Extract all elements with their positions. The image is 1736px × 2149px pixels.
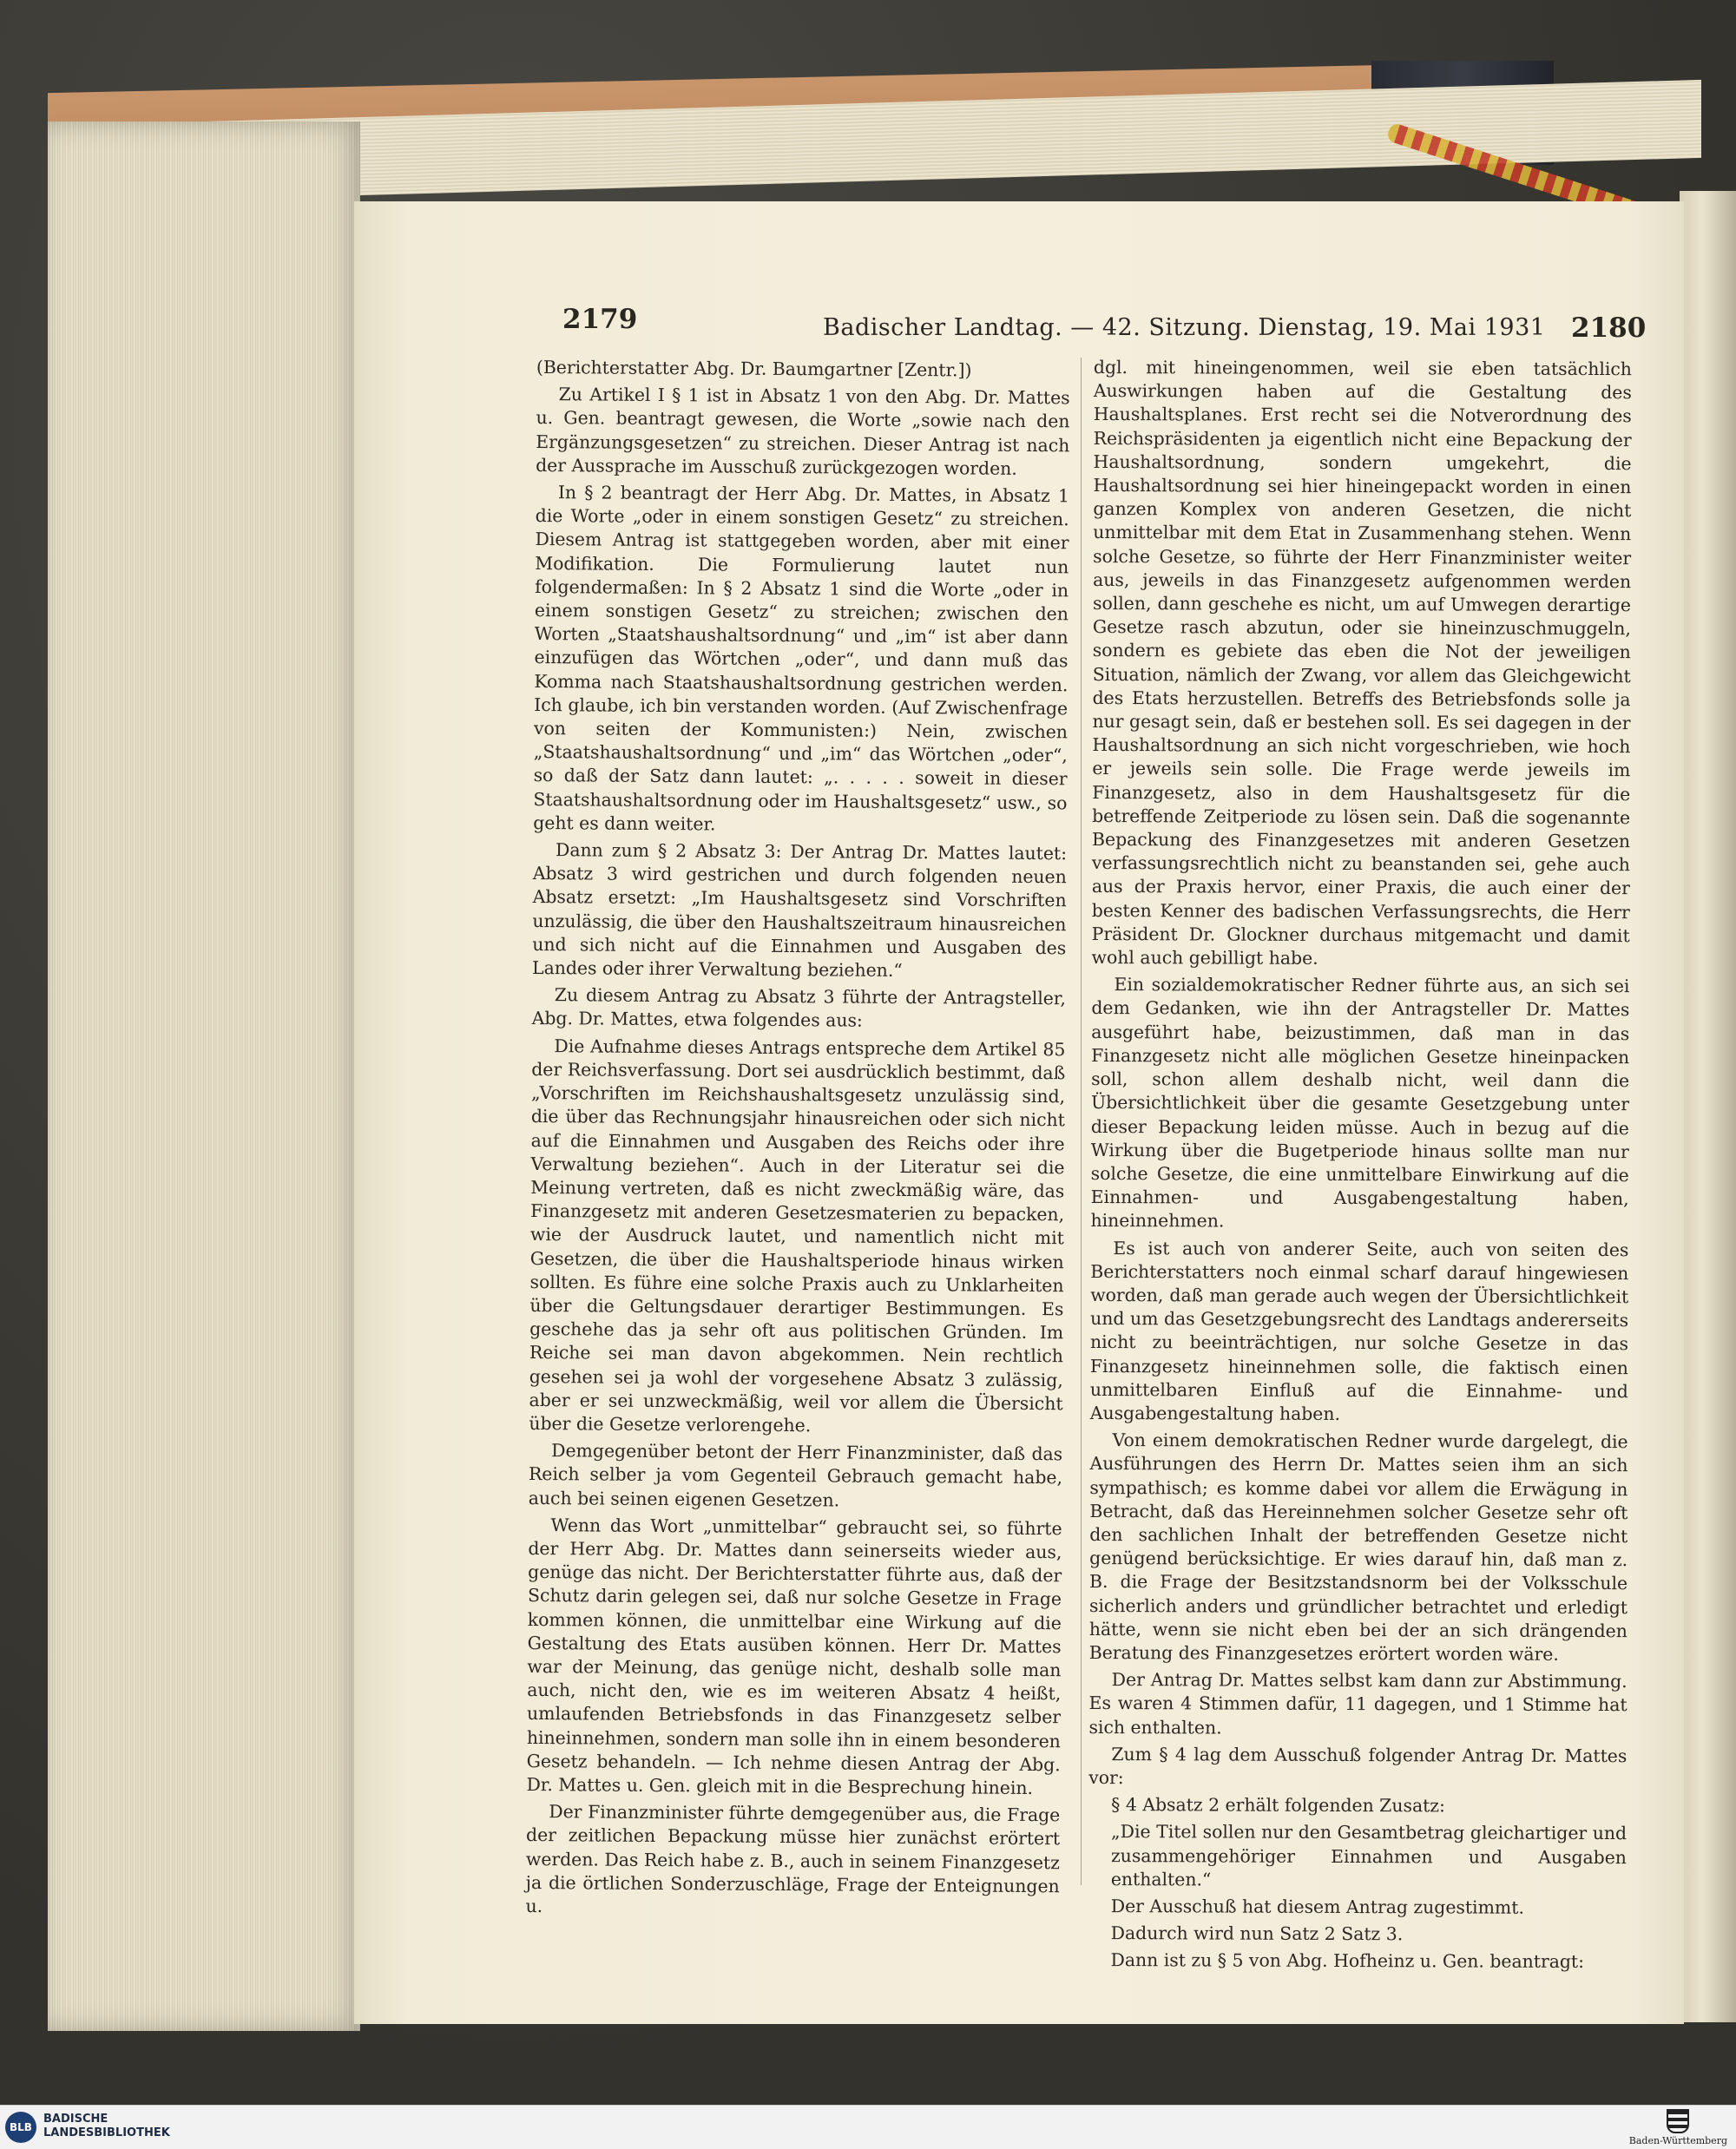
library-name-line2: LANDESBIBLIOTHEK [43,2126,170,2139]
paragraph: Ein sozialdemokratischer Redner führte aus, an sich sei dem Gedanken, wie ihn der Antragsteller Dr. Mattes ausgeführt habe, beizustimmen, daß man in das Finanzgesetz nicht alle möglichen Gesetze hineinpacken soll, schon allem deshalb nicht, weil dann die Übersichtlichkeit über die gesamte Gesetzgebung unter dieser Bepackung leiden müsse. Auch in bezug auf die Wirkung über die Bugetperiode hinaus sollte man nur solche Gesetze, die eine unmittelbare Einwirkung auf die Einnahmen- und Ausgabengestaltung haben, hineinnehmen. [1090,974,1630,1232]
paragraph: Der Finanzminister führte demgegenüber aus, die Frage der zeitlichen Bepackung müsse hier zunächst erörtert werden. Das Reich habe z. B., auch in seinem Finanzgesetz ja die örtlichen Sonderzuschläge, Frage der Enteignungen u. [525,1801,1061,1917]
paragraph: Zu diesem Antrag zu Absatz 3 führte der Antragsteller, Abg. Dr. Mattes, etwa folgendes aus: [531,984,1066,1032]
paragraph: Dann ist zu § 5 von Abg. Hofheinz u. Gen. beantragt: [1110,1949,1585,1973]
left-column [525,356,1070,1925]
speaker-attribution: (Berichterstatter Abg. Dr. Baumgartner [Zentr.]) [536,356,972,381]
paragraph: § 4 Absatz 2 erhält folgenden Zusatz: [1111,1794,1445,1817]
paragraph: Demgegenüber betont der Herr Finanzminister, daß das Reich selber ja vom Gegenteil Gebrauch gemacht habe, auch bei seinen eigenen Gesetzen. [528,1440,1063,1511]
paragraph: In § 2 beantragt der Herr Abg. Dr. Mattes, in Absatz 1 die Worte „oder in einem sonstigen Gesetz“ zu streichen. Diesem Antrag ist stattgegeben worden, aber mit einer Modifikation. Die Formulierung lautet nun folgendermaßen: In § 2 Absatz 1 sind die Worte „oder in einem sonstigen Gesetz“ zu streichen; zwischen den Worten „Staatshaushaltsordnung“ und „im“ ist aber dann einzufügen das Wörtchen „oder“, und dann muß das Komma nach Staatshaushaltsordnung gestrichen werden. Ich glaube, ich bin verstanden worden. (Auf Zwischenfrage von seiten der Kommunisten:) Nein, zwischen „Staatshaushaltsordnung“ und „im“ das Wörtchen „oder“, so daß der Satz dann lautet: „. . . . . soweit in dieser Staatshaushaltsordnung oder im Haushaltsgesetz“ usw., so geht es dann weiter. [533,482,1069,835]
paragraph: Von einem demokratischen Redner wurde dargelegt, die Ausführungen des Herrn Dr. Mattes seien ihm an sich sympathisch; es komme dabei vor allem die Erwägung in Betracht, daß das Hereinnehmen solcher Gesetze sehr oft den sachlichen Inhalt der betreffenden Gesetze nicht genügend berücksichtige. Er wies darauf hin, daß man z. B. die Frage der Besitzstandsnorm bei der Volksschule sicherlich anders und gründlicher betrachtet und erledigt hätte, wenn sie nicht eben bei der an sich drängenden Beratung des Finanzgesetzes erörtert worden wäre. [1088,1429,1628,1665]
page-number-left: 2179 [562,304,638,335]
paragraph: Die Aufnahme dieses Antrags entspreche dem Artikel 85 der Reichsverfassung. Dort sei ausdrücklich bestimmt, daß „Vorschriften im Reichshaushaltsgesetz unzulässig sind, die über das Rechnungsjahr hinausreichen oder sich nicht auf die Einnahmen und Ausgaben des Reichs oder ihre Verwaltung beziehen“. Auch in der Literatur sei die Meinung vertreten, daß es nicht zweckmäßig wäre, das Finanzgesetz mit anderen Gesetzesmaterien zu bepacken, wie der Ausdruck lautet, und namentlich nicht mit Gesetzen, die über die Haushaltsperiode hinaus wirken sollten. Es führe eine solche Praxis auch zu Unklarheiten über die Geltungsdauer derartiger Bestimmungen. Es geschehe das ja sehr oft aus politischen Gründen. Im Reiche sei man davon abgekommen. Nein rechtlich gesehen sei ja wohl der vorgesehene Absatz 3 zulässig, aber er sei unzweckmäßig, weil vor allem die Übersicht über die Gesetze verlorengehe. [529,1035,1066,1436]
paragraph: Der Ausschuß hat diesem Antrag zugestimmt. [1110,1896,1524,1918]
paragraph: Es ist auch von anderer Seite, auch von seiten des Berichterstatters noch einmal scharf darauf hingewiesen worden, daß man gerade auch wegen der Übersichtlichkeit und um das Gesetzgebungsrecht des Landtags andererseits nicht zu beeinträchtigen, nur solche Gesetze in das Finanzgesetz hineinnehmen solle, die faktisch einen unmittelbaren Einfluß auf die Einnahme- und Ausgabengestaltung haben. [1089,1237,1629,1424]
paragraph: Zu Artikel I § 1 ist in Absatz 1 von den Abg. Dr. Mattes u. Gen. beantragt gewesen, die Worte „sowie nach den Ergänzungsgesetzen“ zu streichen. Dieser Antrag ist nach der Aussprache im Ausschuß zurückgezogen worden. [536,384,1070,479]
footer-bar [0,2105,1736,2149]
running-head: Badischer Landtag. — 42. Sitzung. Dienstag, 19. Mai 1931 [823,314,1546,341]
library-name-line1: BADISCHE [43,2113,108,2126]
paragraph: Wenn das Wort „unmittelbar“ gebraucht sei, so führte der Herr Abg. Dr. Mattes dann seinerseits wieder aus, genüge das nicht. Der Berichterstatter führte aus, daß der Schutz darin gelegen sei, daß nur solche Gesetze in Frage kommen können, die unmittelbar eine Wirkung auf die Gestaltung des Etats ausüben können. Herr Dr. Mattes war der Meinung, das genüge nicht, deshalb solle man auch, nicht den, wie es im weiteren Absatz 4 heißt, umlaufenden Betriebsfonds in das Finanzgesetz selber hineinnehmen, sondern man solle ihn in einem besonderen Gesetz behandeln. — Ich nehme diesen Antrag der Abg. Dr. Mattes u. Gen. gleich mit in die Besprechung hinein. [526,1514,1062,1799]
coat-of-arms-icon [1667,2109,1689,2133]
paragraph: Dann zum § 2 Absatz 3: Der Antrag Dr. Mattes lautet: Absatz 3 wird gestrichen und durch folgenden neuen Absatz ersetzt: „Im Haushaltsgesetz sind Vorschriften unzulässig, die über den Haushaltszeitraum hinausreichen und sich nicht auf die Einnahmen und Ausgaben des Landes oder ihrer Verwaltung beziehen.“ [531,839,1068,982]
open-page [354,201,1684,2024]
state-name: Baden-Württemberg [1628,2135,1727,2146]
library-name [43,2113,170,2140]
column-divider [1081,358,1082,1885]
paragraph: Zum § 4 lag dem Ausschuß folgender Antrag Dr. Mattes vor: [1088,1743,1628,1789]
page-stack-right [1680,191,1736,2022]
blb-logo-icon[interactable]: BLB [5,2112,36,2143]
bw-logo[interactable] [1629,2109,1727,2146]
page-number-right: 2180 [1571,312,1647,344]
quoted-text: „Die Titel sollen nur den Gesamtbetrag gleichartiger und zusammengehöriger Einnahmen und Ausgaben enthalten.“ [1110,1821,1628,1890]
paragraph: Der Antrag Dr. Mattes selbst kam dann zur Abstimmung. Es waren 4 Stimmen dafür, 11 dagegen, und 1 Stimme hat sich enthalten. [1088,1669,1628,1738]
paragraph: Dadurch wird nun Satz 2 Satz 3. [1110,1922,1404,1945]
page-stack-left [48,122,360,2031]
right-column [1088,356,1632,1978]
paragraph: dgl. mit hineingenommen, weil sie eben tatsächlich Auswirkungen haben auf die Gestaltung des Haushaltsplanes. Erst recht sei die Notverordnung des Reichspräsidenten ja eigentlich nicht eine Bepackung der Haushaltsordnung, sondern umgekehrt, die Haushaltsordnung sei hier hineingepackt worden in einen ganzen Komplex von anderen Gesetzen, die nicht unmittelbar mit dem Etat in Zusammenhang stehen. Wenn solche Gesetze, so führte der Herr Finanzminister weiter aus, jeweils in das Finanzgesetz aufgenommen werden sollen, dann geschehe es nicht, um auf Umwegen derartige Gesetze rasch abzutun, oder sie hineinzuschmuggeln, sondern es gebiete das eben die Not der jeweiligen Situation, nämlich der Zwang, vor allem das Gleichgewicht des Etats herzustellen. Betreffs des Betriebsfonds solle ja nur gesagt sein, daß er bestehen soll. Es sei dagegen in der Haushaltsordnung an sich nicht vorgeschrieben, wie hoch er jeweils sein solle. Die Frage werde jeweils im Finanzgesetz, also in dem Haushaltsgesetz für die betreffende Zeitperiode zu lösen sein. Daß die sogenannte Bepackung des Finanzgesetzes mit anderen Gesetzen verfassungsrechtlich nicht zu beanstanden sei, gehe auch aus der Praxis hervor, einer Praxis, die auch einer der besten Kenner des badischen Verfassungsrechts, die Herr Präsident Dr. Glockner durchaus mitgemacht und damit wohl auch gebilligt habe. [1091,357,1632,969]
